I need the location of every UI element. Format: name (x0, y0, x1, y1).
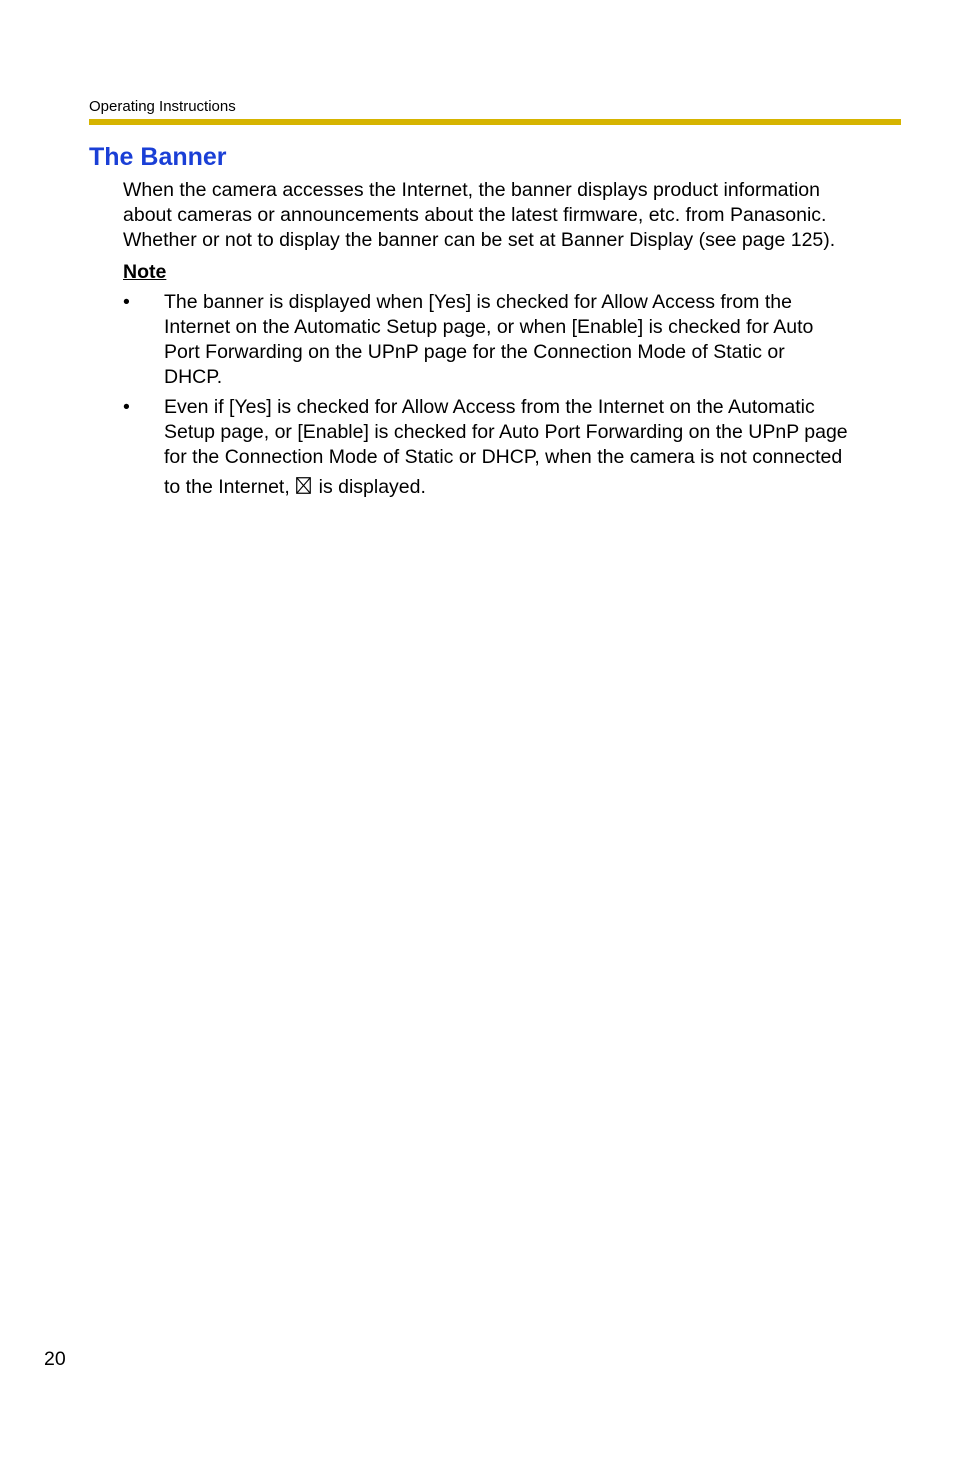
section-title: The Banner (89, 143, 227, 171)
intro-line: When the camera accesses the Internet, the banner displays product information (123, 179, 820, 201)
x-box-icon (296, 477, 311, 494)
intro-line: about cameras or announcements about the latest firmware, etc. from Panasonic. (123, 204, 827, 226)
intro-paragraph (123, 178, 913, 253)
note-list (123, 290, 913, 500)
note-line: DHCP. (164, 366, 223, 388)
section-content (123, 178, 913, 505)
intro-line: Whether or not to display the banner can be set at Banner Display (see page 125). (123, 229, 836, 251)
page-number: 20 (44, 1348, 66, 1370)
note-line: Even if [Yes] is checked for Allow Access from the Internet on the Automatic (164, 396, 815, 418)
note-item (123, 395, 913, 500)
note-last-line (164, 475, 913, 500)
bullet: • (123, 291, 130, 313)
note-heading: Note (123, 261, 167, 283)
note-line: Port Forwarding on the UPnP page for the Connection Mode of Static or (164, 341, 785, 363)
note-line: Internet on the Automatic Setup page, or when [Enable] is checked for Auto (164, 316, 814, 338)
bullet: • (123, 396, 130, 418)
note-line: The banner is displayed when [Yes] is checked for Allow Access from the (164, 291, 792, 313)
note-item (123, 290, 913, 390)
note-line: Setup page, or [Enable] is checked for Auto Port Forwarding on the UPnP page (164, 421, 848, 443)
note-line-fragment: is displayed. (318, 476, 426, 498)
note-line: for the Connection Mode of Static or DHCP, when the camera is not connected (164, 446, 843, 468)
note-line-fragment: to the Internet, (164, 476, 290, 498)
running-header: Operating Instructions (89, 98, 236, 115)
header-rule (89, 119, 901, 125)
